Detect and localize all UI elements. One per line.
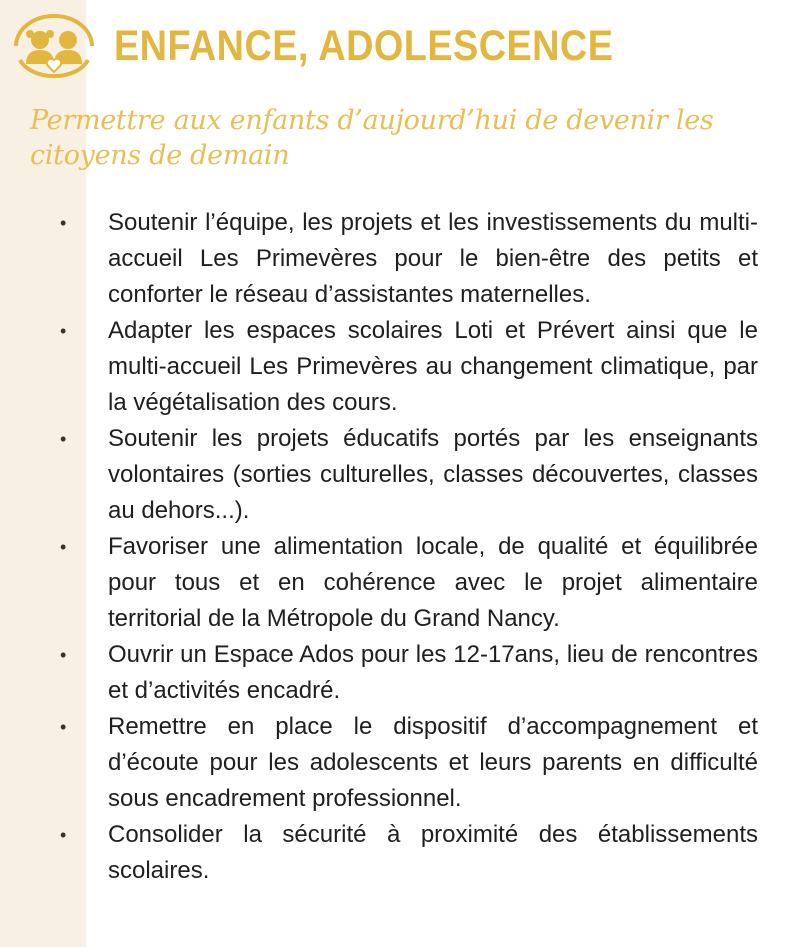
bullet: • xyxy=(60,645,67,665)
list-item xyxy=(56,637,758,709)
section-title: ENFANCE, ADOLESCENCE xyxy=(114,22,614,70)
list-item-text: Soutenir l’équipe, les projets et les investissements du multi-accueil Les Primevères pour le bien-être des petits et conforter le réseau d’assistantes maternelles. xyxy=(108,209,758,308)
list-item xyxy=(56,529,758,637)
section-header xyxy=(8,12,100,84)
list-item-text: Adapter les espaces scolaires Loti et Prévert ainsi que le multi-accueil Les Primevères au changement climatique, par la végétalisation des cours. xyxy=(108,317,758,416)
list-item xyxy=(56,817,758,889)
bullet: • xyxy=(60,825,67,845)
list-item xyxy=(56,205,758,313)
list-item-text: Soutenir les projets éducatifs portés par les enseignants volontaires (sorties culturelles, classes découvertes, classes au dehors...). xyxy=(108,425,758,524)
list-item xyxy=(56,421,758,529)
list-item-text: Remettre en place le dispositif d’accompagnement et d’écoute pour les adolescents et leurs parents en difficulté sous encadrement professionnel. xyxy=(108,713,758,812)
bullet: • xyxy=(60,537,67,557)
bullet: • xyxy=(60,717,67,737)
list-item xyxy=(56,313,758,421)
bullet: • xyxy=(60,429,67,449)
section-subtitle: Permettre aux enfants d’aujourd’hui de devenir les citoyens de demain xyxy=(30,105,714,171)
bullet: • xyxy=(60,213,67,233)
list-item-text: Consolider la sécurité à proximité des établissements scolaires. xyxy=(108,821,758,884)
bullet: • xyxy=(60,321,67,341)
list-item-text: Ouvrir un Espace Ados pour les 12-17ans, lieu de rencontres et d’activités encadré. xyxy=(108,641,758,704)
list-item xyxy=(56,709,758,817)
objectives-list xyxy=(56,205,758,889)
list-item-text: Favoriser une alimentation locale, de qualité et équilibrée pour tous et en cohérence avec le projet alimentaire territorial de la Métropole du Grand Nancy. xyxy=(108,533,758,632)
children-heart-icon xyxy=(8,12,100,84)
